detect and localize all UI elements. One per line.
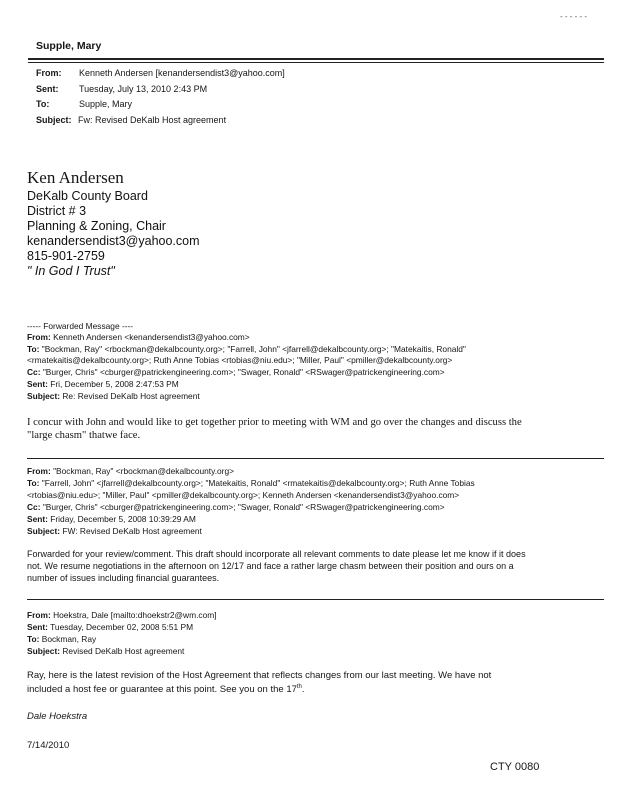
fwd1-to-label: To: bbox=[27, 344, 40, 354]
fwd1-to-line1: "Bockman, Ray" <rbockman@dekalbcounty.org>; "Farrell, John" <jfarrell@dekalbcounty.org>; "Matekaitis, Ronald" bbox=[41, 344, 466, 354]
signature-line-role: Planning & Zoning, Chair bbox=[27, 219, 166, 233]
fwd1-cc-row bbox=[27, 367, 445, 378]
orig-to-value: Bockman, Ray bbox=[41, 634, 97, 644]
fwd2-from-row bbox=[27, 466, 234, 477]
recipient-name: Supple, Mary bbox=[36, 40, 102, 52]
signature-motto: " In God I Trust" bbox=[27, 264, 115, 278]
fwd2-to-label: To: bbox=[27, 478, 40, 488]
from-value: Kenneth Andersen [kenandersendist3@yahoo.com] bbox=[79, 68, 285, 78]
fwd1-from-label: From: bbox=[27, 332, 51, 342]
orig-body-line2-end: . bbox=[301, 684, 305, 696]
fwd1-body-line2: "large chasm" thatwe face. bbox=[27, 430, 141, 441]
fwd1-sent-row bbox=[27, 379, 179, 390]
fwd1-subject-label: Subject: bbox=[27, 391, 61, 401]
orig-closing-signature: Dale Hoekstra bbox=[27, 711, 88, 722]
orig-to-label: To: bbox=[27, 634, 40, 644]
signature-line-district: District # 3 bbox=[27, 204, 87, 218]
orig-from-value: Hoekstra, Dale [mailto:dhoekstr2@wm.com] bbox=[53, 610, 217, 620]
orig-subject-label: Subject: bbox=[27, 646, 61, 656]
fwd1-sent-label: Sent: bbox=[27, 379, 48, 389]
fwd2-from-value: "Bockman, Ray" <rbockman@dekalbcounty.org> bbox=[53, 466, 235, 476]
header-divider-thin bbox=[28, 62, 604, 63]
fwd2-sent-row bbox=[27, 514, 196, 525]
subject-value: Fw: Revised DeKalb Host agreement bbox=[78, 115, 227, 125]
divider-2 bbox=[27, 599, 604, 600]
fwd1-cc-label: Cc: bbox=[27, 367, 41, 377]
fwd2-to-line1: "Farrell, John" <jfarrell@dekalbcounty.org>; "Matekaitis, Ronald" <rmatekaitis@dekalbcounty.org>; Ruth Anne Tobias bbox=[41, 478, 475, 488]
fwd1-from-value: Kenneth Andersen <kenandersendist3@yahoo.com> bbox=[53, 332, 250, 342]
fwd1-sent-value: Fri, December 5, 2008 2:47:53 PM bbox=[50, 379, 179, 389]
orig-sent-value: Tuesday, December 02, 2008 5:51 PM bbox=[50, 622, 194, 632]
fwd2-from-label: From: bbox=[27, 466, 51, 476]
fwd2-body-line3: number of issues including financial guarantees. bbox=[27, 573, 220, 583]
fwd1-to-row bbox=[27, 344, 466, 355]
document-id: CTY 0080 bbox=[490, 761, 540, 773]
forwarded-banner: ----- Forwarded Message ---- bbox=[27, 321, 134, 331]
fwd2-cc-label: Cc: bbox=[27, 502, 41, 512]
orig-body-line2 bbox=[27, 684, 305, 695]
orig-body-line1: Ray, here is the latest revision of the Host Agreement that reflects changes from our last meeting. We have not bbox=[27, 670, 492, 681]
orig-body-line2-text: included a host fee or guarantee at this point. See you on the 17 bbox=[27, 684, 297, 696]
orig-from-label: From: bbox=[27, 610, 51, 620]
fwd2-body-line1: Forwarded for your review/comment. This draft should incorporate all relevant comments to date please let me know if it does bbox=[27, 549, 526, 559]
fwd2-sent-label: Sent: bbox=[27, 514, 48, 524]
fwd2-body-line2: not. We resume negotiations in the afternoon on 12/17 and face a rather large chasm between their position and ours on a bbox=[27, 561, 514, 571]
to-label: To: bbox=[36, 99, 50, 109]
orig-sent-label: Sent: bbox=[27, 622, 48, 632]
signature-name: Ken Andersen bbox=[27, 168, 124, 187]
corner-mark: - - - - - - bbox=[560, 12, 588, 21]
fwd1-to-line2: <rmatekaitis@dekalbcounty.org>; Ruth Anne Tobias <rtobias@niu.edu>; "Miller, Paul" <pmiller@dekalbcounty.org> bbox=[27, 355, 453, 365]
fwd1-from-row bbox=[27, 332, 250, 343]
fwd2-subject-row bbox=[27, 526, 202, 537]
sent-value: Tuesday, July 13, 2010 2:43 PM bbox=[79, 84, 208, 94]
fwd1-subject-value: Re: Revised DeKalb Host agreement bbox=[62, 391, 200, 401]
orig-body-line2-superscript: th bbox=[296, 684, 302, 690]
fwd2-to-line2: <rtobias@niu.edu>; "Miller, Paul" <pmiller@dekalbcounty.org>; Kenneth Andersen <kenandersendist3@yahoo.com> bbox=[27, 490, 460, 500]
to-value: Supple, Mary bbox=[79, 99, 133, 109]
orig-from-row bbox=[27, 610, 217, 621]
fwd2-sent-value: Friday, December 5, 2008 10:39:29 AM bbox=[50, 514, 196, 524]
signature-line-board: DeKalb County Board bbox=[27, 189, 148, 203]
orig-subject-value: Revised DeKalb Host agreement bbox=[62, 646, 185, 656]
fwd1-cc-value: "Burger, Chris" <cburger@patrickengineering.com>; "Swager, Ronald" <RSwager@patrickengineering.com> bbox=[42, 367, 445, 377]
orig-sent-row bbox=[27, 622, 193, 633]
fwd1-body-line1: I concur with John and would like to get together prior to meeting with WM and go over the changes and discuss the bbox=[27, 417, 522, 428]
fwd2-cc-value: "Burger, Chris" <cburger@patrickengineering.com>; "Swager, Ronald" <RSwager@patrickengineering.com> bbox=[42, 502, 445, 512]
fwd1-subject-row bbox=[27, 391, 200, 402]
signature-email[interactable]: kenandersendist3@yahoo.com bbox=[27, 234, 200, 248]
subject-label: Subject: bbox=[36, 115, 72, 125]
fwd2-subject-value: FW: Revised DeKalb Host agreement bbox=[62, 526, 202, 536]
from-label: From: bbox=[36, 68, 62, 78]
footer-date: 7/14/2010 bbox=[27, 740, 70, 751]
signature-phone: 815-901-2759 bbox=[27, 249, 105, 263]
divider-1 bbox=[27, 458, 604, 459]
orig-subject-row bbox=[27, 646, 184, 657]
header-divider-thick bbox=[28, 58, 604, 60]
orig-to-row bbox=[27, 634, 96, 645]
fwd2-subject-label: Subject: bbox=[27, 526, 61, 536]
fwd2-to-row bbox=[27, 478, 475, 489]
fwd2-cc-row bbox=[27, 502, 445, 513]
sent-label: Sent: bbox=[36, 84, 59, 94]
